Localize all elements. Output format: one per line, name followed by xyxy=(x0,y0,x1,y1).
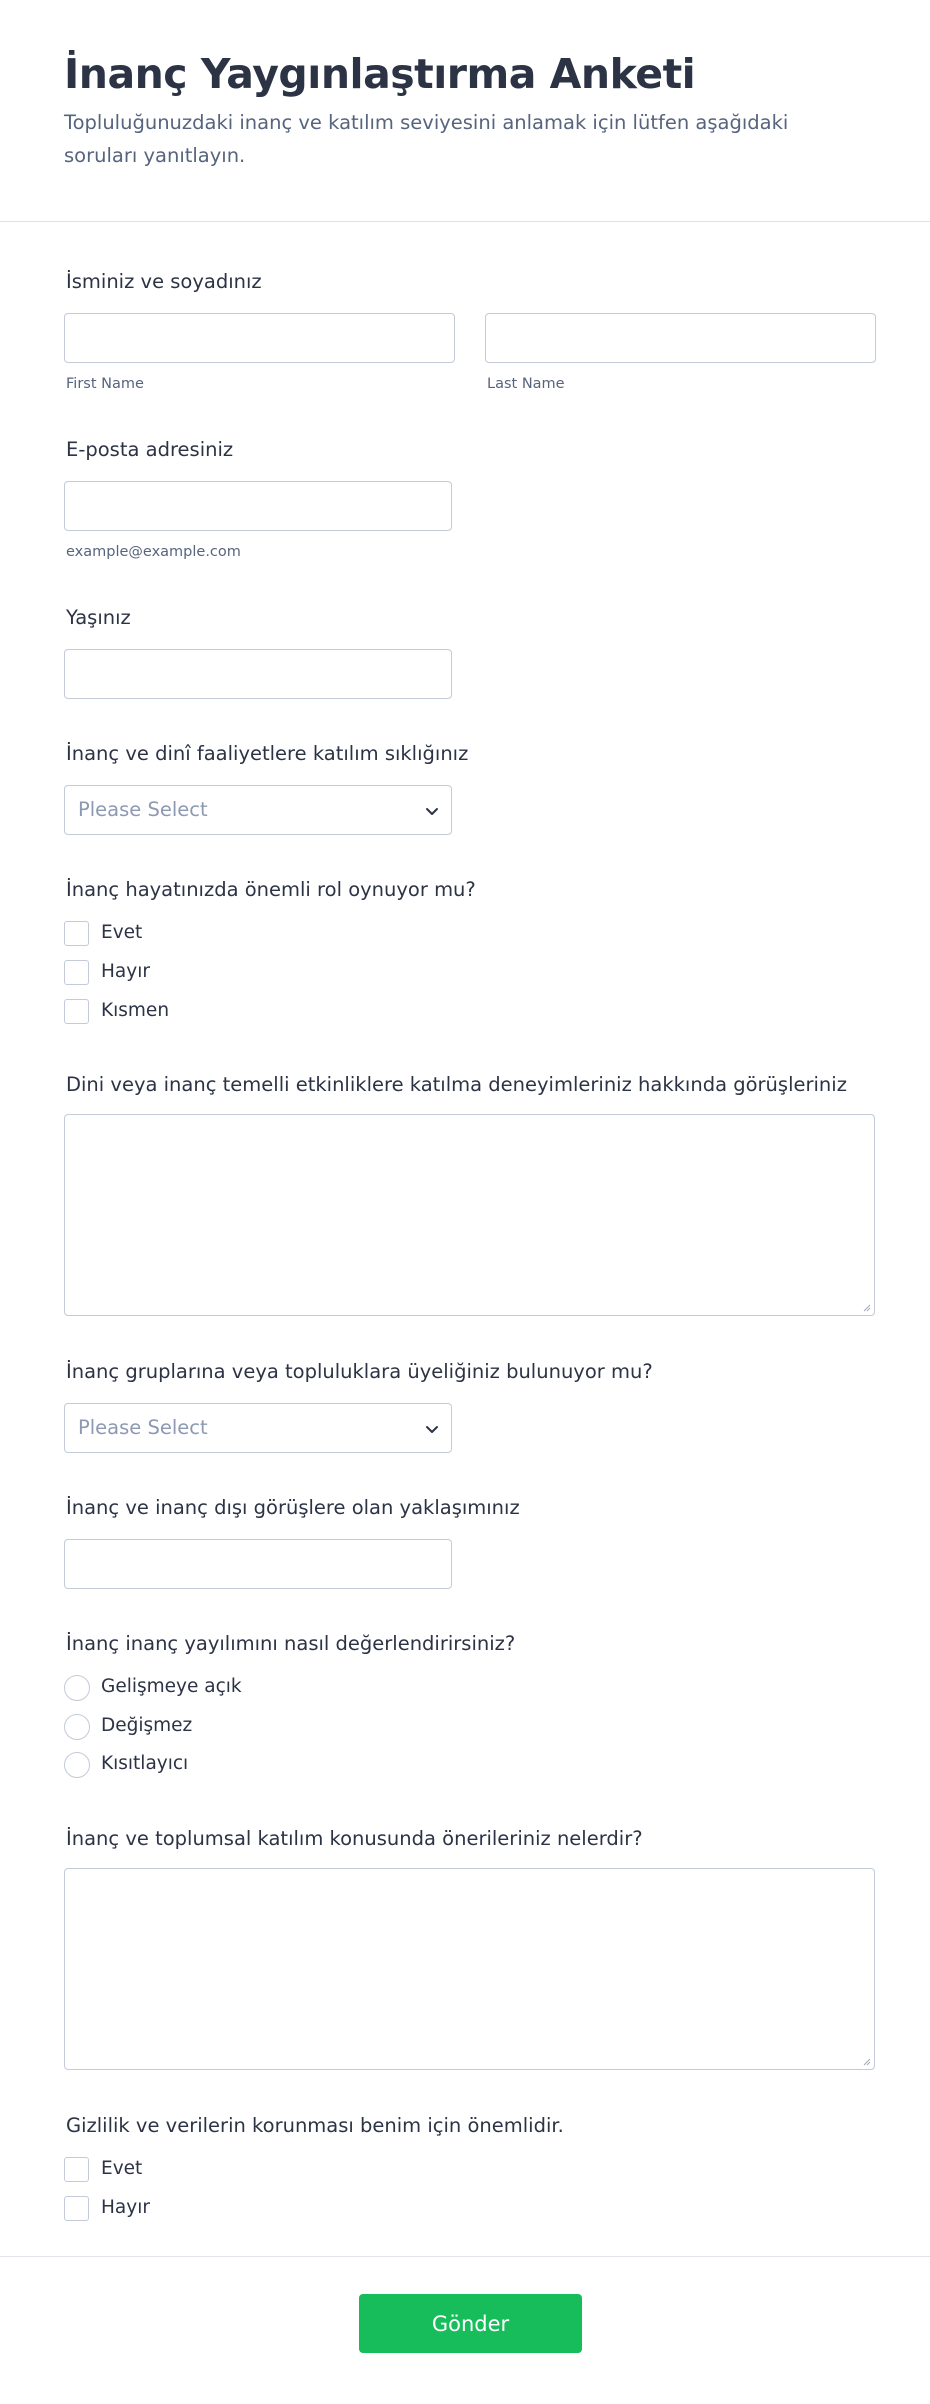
approach-input[interactable] xyxy=(64,1539,452,1589)
option-label: Değişmez xyxy=(101,1715,193,1736)
age-input[interactable] xyxy=(64,649,452,699)
suggestions-textarea[interactable] xyxy=(64,1868,875,2070)
approach-label: İnanç ve inanç dışı görüşlere olan yaklaşımınız xyxy=(66,1496,520,1519)
submit-button[interactable]: Gönder xyxy=(359,2294,582,2353)
last-name-input[interactable] xyxy=(485,313,876,363)
option-label: Evet xyxy=(101,2158,143,2179)
email-sublabel: example@example.com xyxy=(66,544,241,560)
experiences-label: Dini veya inanç temelli etkinliklere katılma deneyimleriniz hakkında görüşleriniz xyxy=(66,1073,847,1096)
form-header xyxy=(0,0,930,222)
radio-button[interactable] xyxy=(64,1752,90,1778)
age-label: Yaşınız xyxy=(66,606,131,629)
checkbox[interactable] xyxy=(64,921,89,946)
first-name-sublabel: First Name xyxy=(66,376,144,392)
radio-button[interactable] xyxy=(64,1675,90,1701)
role-label: İnanç hayatınızda önemli rol oynuyor mu? xyxy=(66,878,476,901)
option-label: Gelişmeye açık xyxy=(101,1676,242,1697)
option-label: Evet xyxy=(101,922,143,943)
spread-label: İnanç inanç yayılımını nasıl değerlendirirsiniz? xyxy=(66,1632,516,1655)
checkbox[interactable] xyxy=(64,960,89,985)
footer-divider xyxy=(0,2256,930,2257)
email-label: E-posta adresiniz xyxy=(66,438,234,461)
radio-button[interactable] xyxy=(64,1714,90,1740)
chevron-down-icon xyxy=(424,803,440,819)
resize-grip-icon[interactable] xyxy=(861,1302,871,1312)
frequency-select-value: Please Select xyxy=(78,798,208,821)
membership-label: İnanç gruplarına veya topluluklara üyeliğiniz bulunuyor mu? xyxy=(66,1360,653,1383)
experiences-textarea[interactable] xyxy=(64,1114,875,1316)
option-label: Kısmen xyxy=(101,1000,170,1021)
form-subtitle: Topluluğunuzdaki inanç ve katılım seviyesini anlamak için lütfen aşağıdaki soruları yanıtlayın. xyxy=(64,111,789,167)
form-title: İnanç Yaygınlaştırma Anketi xyxy=(64,50,696,98)
chevron-down-icon xyxy=(424,1421,440,1437)
resize-grip-icon[interactable] xyxy=(861,2056,871,2066)
frequency-label: İnanç ve dinî faaliyetlere katılım sıklığınız xyxy=(66,742,469,765)
frequency-select[interactable] xyxy=(64,785,452,835)
option-label: Kısıtlayıcı xyxy=(101,1753,189,1774)
last-name-sublabel: Last Name xyxy=(487,376,565,392)
name-label: İsminiz ve soyadınız xyxy=(66,270,262,293)
membership-select[interactable] xyxy=(64,1403,452,1453)
checkbox[interactable] xyxy=(64,2196,89,2221)
option-label: Hayır xyxy=(101,961,150,982)
suggestions-label: İnanç ve toplumsal katılım konusunda önerileriniz nelerdir? xyxy=(66,1827,643,1850)
first-name-input[interactable] xyxy=(64,313,455,363)
option-label: Hayır xyxy=(101,2197,150,2218)
privacy-label: Gizlilik ve verilerin korunması benim için önemlidir. xyxy=(66,2114,564,2137)
email-input[interactable] xyxy=(64,481,452,531)
membership-select-value: Please Select xyxy=(78,1416,208,1439)
checkbox[interactable] xyxy=(64,999,89,1024)
checkbox[interactable] xyxy=(64,2157,89,2182)
